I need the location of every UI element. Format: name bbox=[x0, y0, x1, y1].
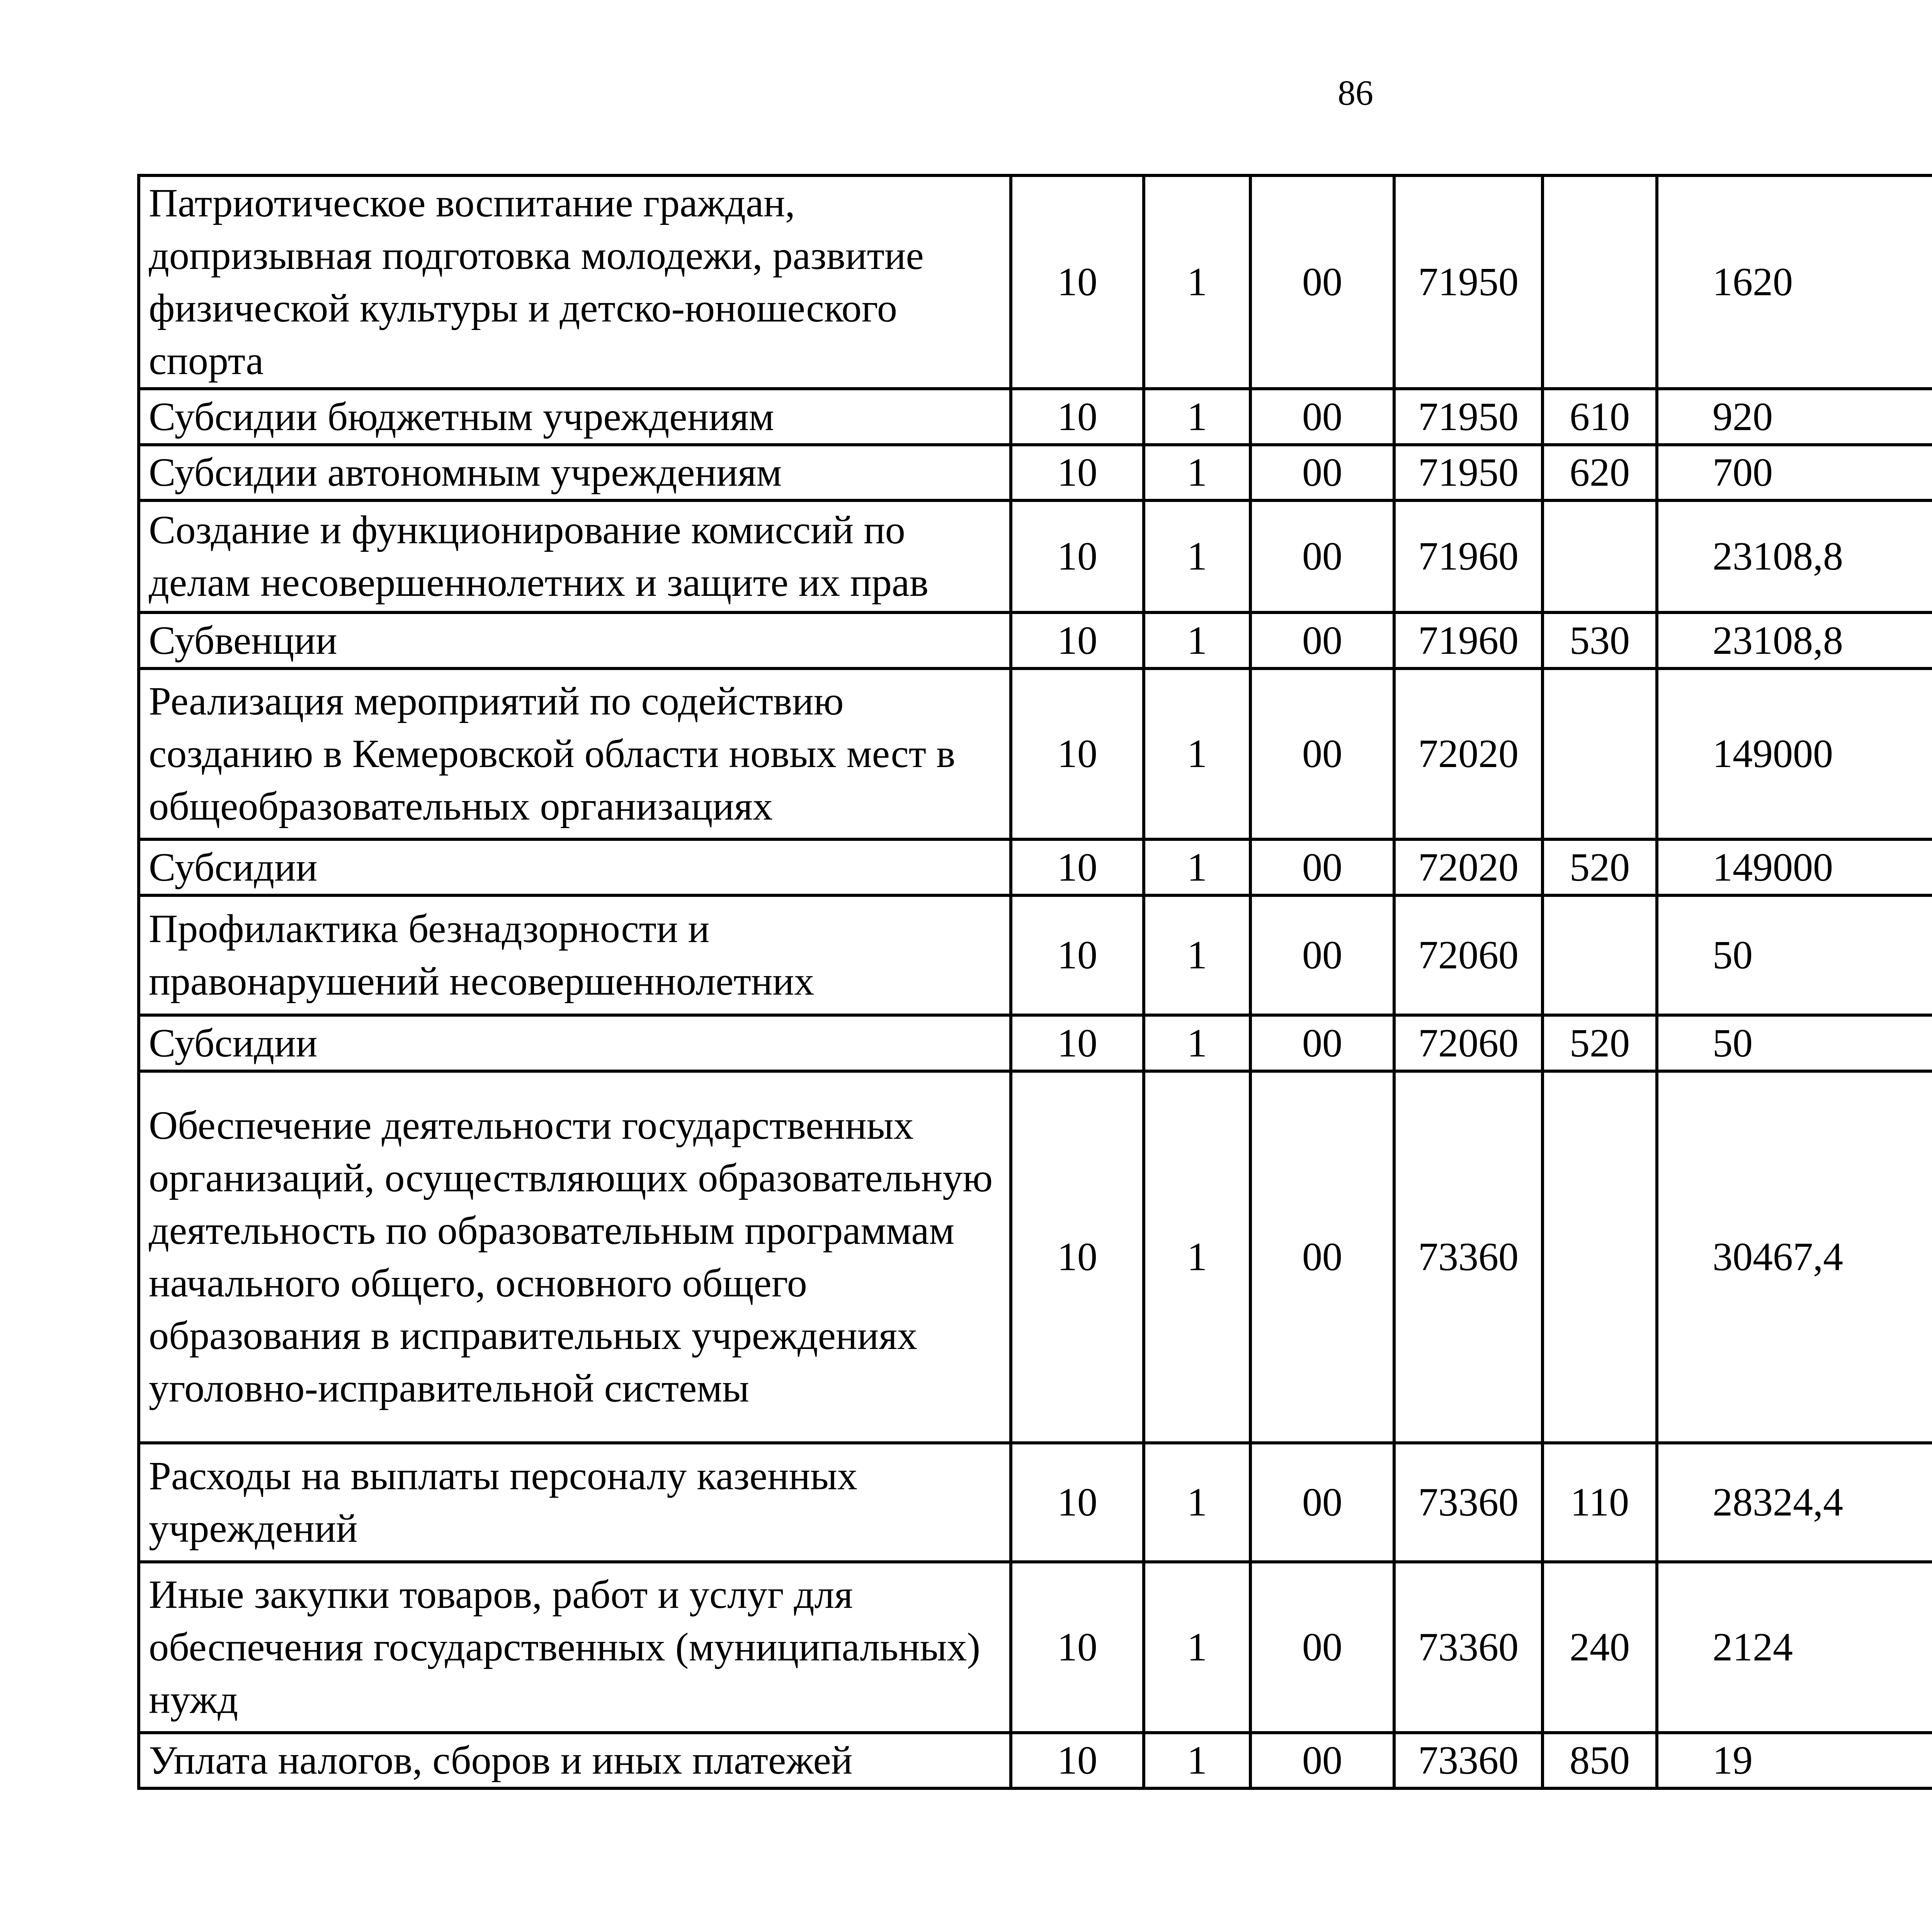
cell-section: 10 bbox=[1011, 175, 1144, 389]
cell-expense-type bbox=[1543, 500, 1657, 612]
cell-section: 10 bbox=[1011, 612, 1144, 668]
cell-program: 1 bbox=[1144, 1733, 1250, 1788]
cell-program: 1 bbox=[1144, 1443, 1250, 1562]
cell-subprogram: 00 bbox=[1250, 445, 1394, 500]
table-row bbox=[139, 445, 1932, 500]
cell-direction: 72060 bbox=[1394, 895, 1543, 1015]
row-name: Создание и функционирование комиссий по делам несовершеннолетних и защите их прав bbox=[139, 500, 1011, 612]
cell-sum-year-1: 2124 bbox=[1657, 1562, 1932, 1733]
cell-sum-year-1: 149000 bbox=[1657, 839, 1932, 895]
cell-sum-year-1: 50 bbox=[1657, 1015, 1932, 1071]
row-name: Реализация мероприятий по содействию созданию в Кемеровской области новых мест в общеобразовательных организациях bbox=[139, 668, 1011, 839]
cell-sum-year-1: 920 bbox=[1657, 389, 1932, 445]
cell-section: 10 bbox=[1011, 1071, 1144, 1443]
row-name: Субвенции bbox=[139, 612, 1011, 668]
cell-subprogram: 00 bbox=[1250, 1443, 1394, 1562]
cell-direction: 73360 bbox=[1394, 1443, 1543, 1562]
table-row bbox=[139, 839, 1932, 895]
cell-expense-type: 530 bbox=[1543, 612, 1657, 668]
table-row bbox=[139, 1015, 1932, 1071]
table-row bbox=[139, 668, 1932, 839]
cell-direction: 71950 bbox=[1394, 175, 1543, 389]
row-name: Субсидии bbox=[139, 839, 1011, 895]
cell-section: 10 bbox=[1011, 389, 1144, 445]
cell-expense-type bbox=[1543, 175, 1657, 389]
cell-section: 10 bbox=[1011, 668, 1144, 839]
cell-direction: 72060 bbox=[1394, 1015, 1543, 1071]
cell-subprogram: 00 bbox=[1250, 612, 1394, 668]
budget-table bbox=[137, 174, 1932, 1790]
cell-expense-type: 240 bbox=[1543, 1562, 1657, 1733]
cell-section: 10 bbox=[1011, 445, 1144, 500]
cell-program: 1 bbox=[1144, 839, 1250, 895]
cell-subprogram: 00 bbox=[1250, 839, 1394, 895]
cell-direction: 71960 bbox=[1394, 612, 1543, 668]
cell-sum-year-1: 700 bbox=[1657, 445, 1932, 500]
cell-direction: 73360 bbox=[1394, 1733, 1543, 1788]
cell-sum-year-1: 28324,4 bbox=[1657, 1443, 1932, 1562]
cell-program: 1 bbox=[1144, 612, 1250, 668]
cell-subprogram: 00 bbox=[1250, 1733, 1394, 1788]
cell-section: 10 bbox=[1011, 895, 1144, 1015]
row-name: Профилактика безнадзорности и правонарушений несовершеннолетних bbox=[139, 895, 1011, 1015]
cell-section: 10 bbox=[1011, 1443, 1144, 1562]
cell-direction: 73360 bbox=[1394, 1071, 1543, 1443]
cell-subprogram: 00 bbox=[1250, 1015, 1394, 1071]
table-row bbox=[139, 1562, 1932, 1733]
cell-program: 1 bbox=[1144, 445, 1250, 500]
row-name: Уплата налогов, сборов и иных платежей bbox=[139, 1733, 1011, 1788]
row-name: Расходы на выплаты персоналу казенных учреждений bbox=[139, 1443, 1011, 1562]
cell-subprogram: 00 bbox=[1250, 668, 1394, 839]
cell-sum-year-1: 50 bbox=[1657, 895, 1932, 1015]
cell-sum-year-1: 30467,4 bbox=[1657, 1071, 1932, 1443]
cell-expense-type: 520 bbox=[1543, 1015, 1657, 1071]
row-name: Субсидии автономным учреждениям bbox=[139, 445, 1011, 500]
cell-program: 1 bbox=[1144, 389, 1250, 445]
cell-direction: 71950 bbox=[1394, 445, 1543, 500]
cell-sum-year-1: 23108,8 bbox=[1657, 500, 1932, 612]
table-row bbox=[139, 389, 1932, 445]
row-name: Субсидии bbox=[139, 1015, 1011, 1071]
table-row bbox=[139, 1733, 1932, 1788]
cell-direction: 71960 bbox=[1394, 500, 1543, 612]
table-row bbox=[139, 1071, 1932, 1443]
cell-program: 1 bbox=[1144, 895, 1250, 1015]
cell-program: 1 bbox=[1144, 500, 1250, 612]
cell-direction: 73360 bbox=[1394, 1562, 1543, 1733]
table-row bbox=[139, 500, 1932, 612]
table-row bbox=[139, 612, 1932, 668]
cell-section: 10 bbox=[1011, 1015, 1144, 1071]
cell-expense-type bbox=[1543, 895, 1657, 1015]
cell-section: 10 bbox=[1011, 839, 1144, 895]
cell-direction: 72020 bbox=[1394, 668, 1543, 839]
cell-sum-year-1: 149000 bbox=[1657, 668, 1932, 839]
cell-program: 1 bbox=[1144, 1015, 1250, 1071]
cell-subprogram: 00 bbox=[1250, 389, 1394, 445]
cell-subprogram: 00 bbox=[1250, 895, 1394, 1015]
cell-program: 1 bbox=[1144, 1562, 1250, 1733]
cell-subprogram: 00 bbox=[1250, 175, 1394, 389]
cell-sum-year-1: 1620 bbox=[1657, 175, 1932, 389]
cell-expense-type: 110 bbox=[1543, 1443, 1657, 1562]
row-name: Субсидии бюджетным учреждениям bbox=[139, 389, 1011, 445]
row-name: Иные закупки товаров, работ и услуг для обеспечения государственных (муниципальных) нужд bbox=[139, 1562, 1011, 1733]
cell-program: 1 bbox=[1144, 1071, 1250, 1443]
row-name: Патриотическое воспитание граждан, допризывная подготовка молодежи, развитие физической культуры и детско-юношеского спорта bbox=[139, 175, 1011, 389]
cell-subprogram: 00 bbox=[1250, 1562, 1394, 1733]
cell-direction: 72020 bbox=[1394, 839, 1543, 895]
cell-program: 1 bbox=[1144, 668, 1250, 839]
cell-expense-type bbox=[1543, 668, 1657, 839]
cell-direction: 71950 bbox=[1394, 389, 1543, 445]
table-row bbox=[139, 175, 1932, 389]
cell-expense-type: 520 bbox=[1543, 839, 1657, 895]
row-name: Обеспечение деятельности государственных организаций, осуществляющих образовательную деятельность по образовательным программам начального общего, основного общего образования в исправительных учреждениях уголовно-исправительной системы bbox=[139, 1071, 1011, 1443]
cell-subprogram: 00 bbox=[1250, 1071, 1394, 1443]
cell-section: 10 bbox=[1011, 1562, 1144, 1733]
cell-expense-type bbox=[1543, 1071, 1657, 1443]
cell-expense-type: 850 bbox=[1543, 1733, 1657, 1788]
page-number: 86 bbox=[1338, 73, 1373, 112]
cell-subprogram: 00 bbox=[1250, 500, 1394, 612]
cell-sum-year-1: 23108,8 bbox=[1657, 612, 1932, 668]
cell-program: 1 bbox=[1144, 175, 1250, 389]
cell-section: 10 bbox=[1011, 1733, 1144, 1788]
table-row bbox=[139, 1443, 1932, 1562]
table-body bbox=[139, 175, 1932, 1788]
cell-expense-type: 620 bbox=[1543, 445, 1657, 500]
cell-sum-year-1: 19 bbox=[1657, 1733, 1932, 1788]
cell-expense-type: 610 bbox=[1543, 389, 1657, 445]
cell-section: 10 bbox=[1011, 500, 1144, 612]
table-row bbox=[139, 895, 1932, 1015]
